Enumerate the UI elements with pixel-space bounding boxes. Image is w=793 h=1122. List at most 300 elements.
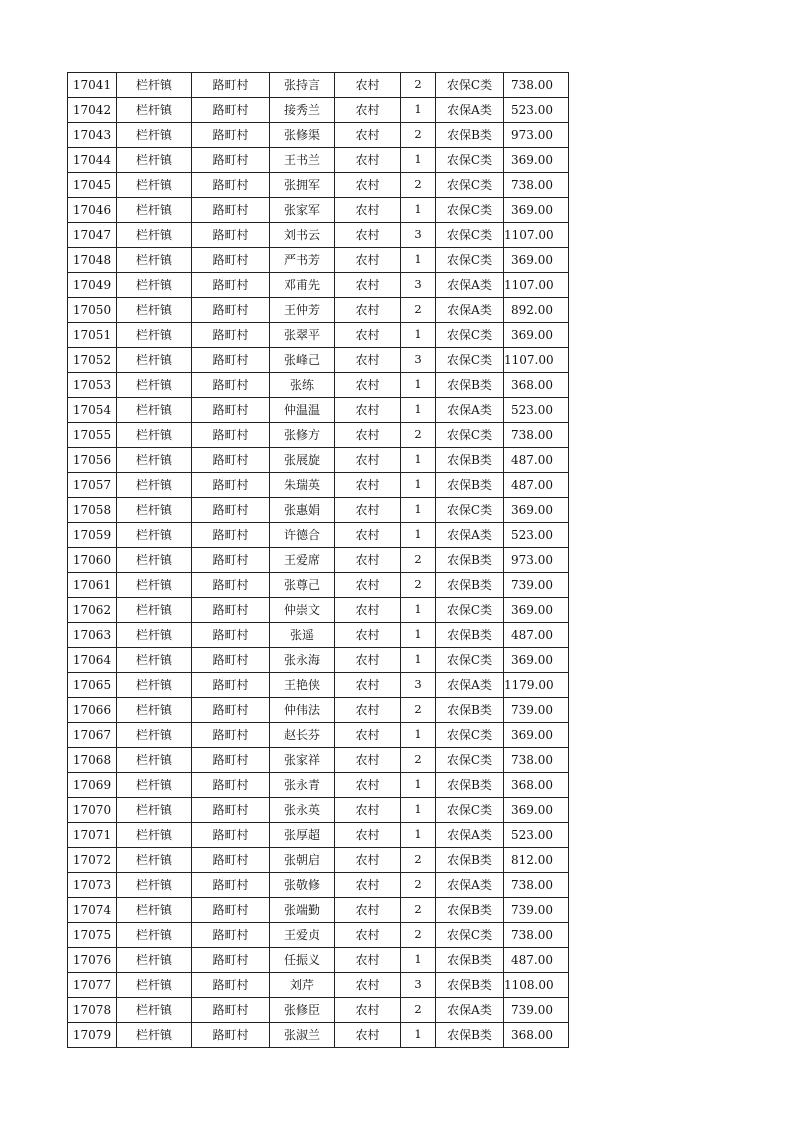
cell-town: 栏杆镇 (117, 873, 192, 898)
table-row (68, 723, 569, 748)
cell-village: 路町村 (192, 173, 270, 198)
cell-person-name: 张峰己 (270, 348, 335, 373)
cell-town: 栏杆镇 (117, 948, 192, 973)
cell-amount: 523.00 (504, 823, 569, 848)
cell-household-type: 农村 (335, 873, 401, 898)
cell-village: 路町村 (192, 923, 270, 948)
cell-amount: 739.00 (504, 698, 569, 723)
table-row (68, 373, 569, 398)
cell-town: 栏杆镇 (117, 673, 192, 698)
table-row (68, 848, 569, 873)
cell-record-id: 17048 (68, 248, 117, 273)
cell-town: 栏杆镇 (117, 123, 192, 148)
cell-amount: 892.00 (504, 298, 569, 323)
cell-village: 路町村 (192, 373, 270, 398)
cell-member-count: 2 (401, 898, 436, 923)
cell-household-type: 农村 (335, 398, 401, 423)
cell-amount: 812.00 (504, 848, 569, 873)
cell-town: 栏杆镇 (117, 373, 192, 398)
table-row (68, 398, 569, 423)
cell-person-name: 赵长芬 (270, 723, 335, 748)
cell-household-type: 农村 (335, 198, 401, 223)
table-row (68, 823, 569, 848)
table-row (68, 148, 569, 173)
cell-insurance-category: 农保C类 (436, 173, 504, 198)
cell-insurance-category: 农保B类 (436, 448, 504, 473)
cell-town: 栏杆镇 (117, 1023, 192, 1048)
records-table (67, 72, 569, 1048)
cell-person-name: 张家军 (270, 198, 335, 223)
cell-village: 路町村 (192, 348, 270, 373)
cell-member-count: 2 (401, 848, 436, 873)
cell-record-id: 17053 (68, 373, 117, 398)
table-row (68, 773, 569, 798)
cell-amount: 369.00 (504, 498, 569, 523)
cell-village: 路町村 (192, 623, 270, 648)
cell-person-name: 张练 (270, 373, 335, 398)
table-row (68, 623, 569, 648)
cell-village: 路町村 (192, 448, 270, 473)
cell-village: 路町村 (192, 273, 270, 298)
cell-village: 路町村 (192, 548, 270, 573)
cell-record-id: 17060 (68, 548, 117, 573)
table-row (68, 448, 569, 473)
cell-insurance-category: 农保C类 (436, 923, 504, 948)
table-row (68, 598, 569, 623)
cell-household-type: 农村 (335, 298, 401, 323)
cell-record-id: 17076 (68, 948, 117, 973)
cell-member-count: 1 (401, 198, 436, 223)
cell-record-id: 17047 (68, 223, 117, 248)
cell-record-id: 17065 (68, 673, 117, 698)
cell-household-type: 农村 (335, 898, 401, 923)
cell-person-name: 张修臣 (270, 998, 335, 1023)
cell-person-name: 张淑兰 (270, 1023, 335, 1048)
cell-town: 栏杆镇 (117, 798, 192, 823)
cell-town: 栏杆镇 (117, 698, 192, 723)
cell-record-id: 17052 (68, 348, 117, 373)
cell-record-id: 17054 (68, 398, 117, 423)
cell-household-type: 农村 (335, 823, 401, 848)
cell-record-id: 17063 (68, 623, 117, 648)
cell-town: 栏杆镇 (117, 973, 192, 998)
table-row (68, 648, 569, 673)
cell-amount: 369.00 (504, 323, 569, 348)
cell-record-id: 17066 (68, 698, 117, 723)
cell-member-count: 2 (401, 923, 436, 948)
cell-member-count: 2 (401, 573, 436, 598)
cell-household-type: 农村 (335, 373, 401, 398)
cell-member-count: 2 (401, 548, 436, 573)
cell-amount: 738.00 (504, 73, 569, 98)
table-row (68, 473, 569, 498)
cell-household-type: 农村 (335, 248, 401, 273)
cell-household-type: 农村 (335, 598, 401, 623)
cell-household-type: 农村 (335, 848, 401, 873)
cell-town: 栏杆镇 (117, 273, 192, 298)
table-row (68, 323, 569, 348)
cell-person-name: 张修方 (270, 423, 335, 448)
records-table-body (68, 73, 569, 1048)
cell-record-id: 17073 (68, 873, 117, 898)
cell-insurance-category: 农保B类 (436, 898, 504, 923)
cell-insurance-category: 农保B类 (436, 573, 504, 598)
cell-insurance-category: 农保C类 (436, 423, 504, 448)
cell-town: 栏杆镇 (117, 223, 192, 248)
cell-person-name: 张修渠 (270, 123, 335, 148)
cell-town: 栏杆镇 (117, 398, 192, 423)
cell-insurance-category: 农保B类 (436, 1023, 504, 1048)
cell-village: 路町村 (192, 223, 270, 248)
cell-record-id: 17045 (68, 173, 117, 198)
cell-member-count: 3 (401, 673, 436, 698)
cell-person-name: 严书芳 (270, 248, 335, 273)
cell-amount: 973.00 (504, 548, 569, 573)
cell-town: 栏杆镇 (117, 73, 192, 98)
cell-person-name: 张尊己 (270, 573, 335, 598)
cell-household-type: 农村 (335, 723, 401, 748)
cell-town: 栏杆镇 (117, 523, 192, 548)
cell-insurance-category: 农保C类 (436, 598, 504, 623)
cell-insurance-category: 农保B类 (436, 548, 504, 573)
cell-record-id: 17055 (68, 423, 117, 448)
cell-household-type: 农村 (335, 473, 401, 498)
cell-village: 路町村 (192, 798, 270, 823)
cell-amount: 487.00 (504, 448, 569, 473)
cell-amount: 739.00 (504, 573, 569, 598)
cell-town: 栏杆镇 (117, 723, 192, 748)
cell-village: 路町村 (192, 398, 270, 423)
table-row (68, 873, 569, 898)
cell-insurance-category: 农保B类 (436, 123, 504, 148)
cell-person-name: 张拥军 (270, 173, 335, 198)
cell-member-count: 1 (401, 523, 436, 548)
cell-person-name: 张惠娟 (270, 498, 335, 523)
cell-household-type: 农村 (335, 748, 401, 773)
table-row (68, 523, 569, 548)
table-row (68, 348, 569, 373)
cell-person-name: 张朝启 (270, 848, 335, 873)
cell-insurance-category: 农保B类 (436, 948, 504, 973)
cell-member-count: 1 (401, 723, 436, 748)
cell-amount: 739.00 (504, 898, 569, 923)
table-row (68, 123, 569, 148)
cell-household-type: 农村 (335, 448, 401, 473)
cell-household-type: 农村 (335, 148, 401, 173)
cell-member-count: 1 (401, 623, 436, 648)
cell-amount: 973.00 (504, 123, 569, 148)
cell-insurance-category: 农保A类 (436, 998, 504, 1023)
cell-town: 栏杆镇 (117, 98, 192, 123)
cell-village: 路町村 (192, 973, 270, 998)
cell-village: 路町村 (192, 123, 270, 148)
cell-town: 栏杆镇 (117, 823, 192, 848)
cell-village: 路町村 (192, 773, 270, 798)
table-row (68, 73, 569, 98)
cell-village: 路町村 (192, 1023, 270, 1048)
table-row (68, 423, 569, 448)
cell-household-type: 农村 (335, 173, 401, 198)
cell-record-id: 17041 (68, 73, 117, 98)
cell-town: 栏杆镇 (117, 848, 192, 873)
cell-insurance-category: 农保C类 (436, 748, 504, 773)
cell-record-id: 17042 (68, 98, 117, 123)
cell-amount: 369.00 (504, 723, 569, 748)
cell-amount: 487.00 (504, 623, 569, 648)
cell-insurance-category: 农保C类 (436, 73, 504, 98)
cell-amount: 369.00 (504, 248, 569, 273)
cell-record-id: 17050 (68, 298, 117, 323)
cell-household-type: 农村 (335, 498, 401, 523)
cell-member-count: 2 (401, 423, 436, 448)
cell-insurance-category: 农保C类 (436, 248, 504, 273)
cell-record-id: 17074 (68, 898, 117, 923)
cell-amount: 1107.00 (504, 273, 569, 298)
table-row (68, 948, 569, 973)
cell-member-count: 1 (401, 473, 436, 498)
cell-village: 路町村 (192, 323, 270, 348)
cell-person-name: 王仲芳 (270, 298, 335, 323)
cell-household-type: 农村 (335, 573, 401, 598)
cell-insurance-category: 农保B类 (436, 773, 504, 798)
table-row (68, 973, 569, 998)
cell-village: 路町村 (192, 848, 270, 873)
cell-village: 路町村 (192, 148, 270, 173)
cell-person-name: 张遥 (270, 623, 335, 648)
cell-person-name: 张持言 (270, 73, 335, 98)
cell-insurance-category: 农保A类 (436, 398, 504, 423)
cell-member-count: 2 (401, 748, 436, 773)
cell-record-id: 17056 (68, 448, 117, 473)
cell-person-name: 张永青 (270, 773, 335, 798)
cell-town: 栏杆镇 (117, 198, 192, 223)
cell-member-count: 1 (401, 398, 436, 423)
cell-person-name: 邓甫先 (270, 273, 335, 298)
cell-household-type: 农村 (335, 698, 401, 723)
cell-household-type: 农村 (335, 1023, 401, 1048)
cell-person-name: 张翠平 (270, 323, 335, 348)
cell-amount: 523.00 (504, 398, 569, 423)
cell-amount: 523.00 (504, 98, 569, 123)
cell-amount: 739.00 (504, 998, 569, 1023)
cell-village: 路町村 (192, 73, 270, 98)
cell-village: 路町村 (192, 948, 270, 973)
cell-person-name: 仲伟法 (270, 698, 335, 723)
table-row (68, 273, 569, 298)
cell-town: 栏杆镇 (117, 923, 192, 948)
cell-person-name: 张展旋 (270, 448, 335, 473)
cell-town: 栏杆镇 (117, 298, 192, 323)
cell-person-name: 仲温温 (270, 398, 335, 423)
cell-household-type: 农村 (335, 623, 401, 648)
cell-village: 路町村 (192, 98, 270, 123)
cell-amount: 1107.00 (504, 348, 569, 373)
cell-household-type: 农村 (335, 73, 401, 98)
table-row (68, 698, 569, 723)
table-row (68, 898, 569, 923)
cell-village: 路町村 (192, 673, 270, 698)
cell-town: 栏杆镇 (117, 323, 192, 348)
cell-town: 栏杆镇 (117, 423, 192, 448)
cell-record-id: 17049 (68, 273, 117, 298)
cell-insurance-category: 农保C类 (436, 198, 504, 223)
cell-village: 路町村 (192, 248, 270, 273)
cell-amount: 738.00 (504, 173, 569, 198)
cell-insurance-category: 农保C类 (436, 648, 504, 673)
cell-amount: 738.00 (504, 423, 569, 448)
cell-person-name: 王艳侠 (270, 673, 335, 698)
cell-village: 路町村 (192, 198, 270, 223)
cell-person-name: 朱瑞英 (270, 473, 335, 498)
cell-village: 路町村 (192, 898, 270, 923)
cell-amount: 369.00 (504, 198, 569, 223)
table-row (68, 1023, 569, 1048)
cell-person-name: 王书兰 (270, 148, 335, 173)
table-row (68, 248, 569, 273)
cell-insurance-category: 农保A类 (436, 298, 504, 323)
cell-member-count: 1 (401, 248, 436, 273)
cell-amount: 368.00 (504, 1023, 569, 1048)
table-row (68, 748, 569, 773)
cell-insurance-category: 农保C类 (436, 223, 504, 248)
cell-member-count: 3 (401, 273, 436, 298)
cell-member-count: 1 (401, 648, 436, 673)
cell-insurance-category: 农保B类 (436, 848, 504, 873)
cell-record-id: 17064 (68, 648, 117, 673)
cell-village: 路町村 (192, 598, 270, 623)
cell-village: 路町村 (192, 423, 270, 448)
cell-record-id: 17062 (68, 598, 117, 623)
cell-member-count: 1 (401, 323, 436, 348)
cell-record-id: 17077 (68, 973, 117, 998)
cell-household-type: 农村 (335, 648, 401, 673)
cell-insurance-category: 农保C类 (436, 798, 504, 823)
cell-household-type: 农村 (335, 948, 401, 973)
cell-member-count: 2 (401, 873, 436, 898)
cell-member-count: 2 (401, 298, 436, 323)
cell-village: 路町村 (192, 648, 270, 673)
cell-town: 栏杆镇 (117, 898, 192, 923)
document-page (67, 72, 569, 1048)
cell-record-id: 17075 (68, 923, 117, 948)
cell-household-type: 农村 (335, 973, 401, 998)
cell-member-count: 1 (401, 598, 436, 623)
cell-member-count: 2 (401, 998, 436, 1023)
cell-member-count: 1 (401, 823, 436, 848)
cell-insurance-category: 农保C类 (436, 498, 504, 523)
cell-insurance-category: 农保B类 (436, 373, 504, 398)
cell-insurance-category: 农保A类 (436, 98, 504, 123)
cell-town: 栏杆镇 (117, 348, 192, 373)
cell-person-name: 张端勤 (270, 898, 335, 923)
cell-village: 路町村 (192, 723, 270, 748)
cell-insurance-category: 农保A类 (436, 823, 504, 848)
cell-amount: 738.00 (504, 873, 569, 898)
cell-village: 路町村 (192, 823, 270, 848)
cell-town: 栏杆镇 (117, 773, 192, 798)
cell-record-id: 17059 (68, 523, 117, 548)
cell-household-type: 农村 (335, 123, 401, 148)
cell-village: 路町村 (192, 298, 270, 323)
cell-person-name: 刘书云 (270, 223, 335, 248)
cell-record-id: 17072 (68, 848, 117, 873)
cell-amount: 487.00 (504, 948, 569, 973)
cell-town: 栏杆镇 (117, 473, 192, 498)
cell-member-count: 2 (401, 698, 436, 723)
cell-person-name: 张敬修 (270, 873, 335, 898)
cell-village: 路町村 (192, 698, 270, 723)
cell-household-type: 农村 (335, 273, 401, 298)
table-row (68, 298, 569, 323)
cell-town: 栏杆镇 (117, 173, 192, 198)
table-row (68, 798, 569, 823)
cell-person-name: 刘芹 (270, 973, 335, 998)
cell-town: 栏杆镇 (117, 148, 192, 173)
cell-insurance-category: 农保A类 (436, 673, 504, 698)
cell-person-name: 任振义 (270, 948, 335, 973)
cell-member-count: 1 (401, 448, 436, 473)
cell-insurance-category: 农保C类 (436, 348, 504, 373)
cell-person-name: 王爱席 (270, 548, 335, 573)
cell-record-id: 17069 (68, 773, 117, 798)
cell-record-id: 17067 (68, 723, 117, 748)
cell-member-count: 1 (401, 498, 436, 523)
cell-town: 栏杆镇 (117, 248, 192, 273)
cell-town: 栏杆镇 (117, 648, 192, 673)
cell-household-type: 农村 (335, 798, 401, 823)
cell-town: 栏杆镇 (117, 748, 192, 773)
cell-amount: 487.00 (504, 473, 569, 498)
cell-household-type: 农村 (335, 223, 401, 248)
cell-record-id: 17070 (68, 798, 117, 823)
cell-person-name: 张永英 (270, 798, 335, 823)
table-row (68, 673, 569, 698)
cell-insurance-category: 农保B类 (436, 623, 504, 648)
cell-household-type: 农村 (335, 348, 401, 373)
cell-village: 路町村 (192, 573, 270, 598)
cell-member-count: 1 (401, 148, 436, 173)
cell-amount: 1108.00 (504, 973, 569, 998)
cell-town: 栏杆镇 (117, 498, 192, 523)
table-row (68, 198, 569, 223)
cell-insurance-category: 农保C类 (436, 148, 504, 173)
cell-insurance-category: 农保B类 (436, 698, 504, 723)
cell-village: 路町村 (192, 523, 270, 548)
cell-person-name: 张永海 (270, 648, 335, 673)
cell-amount: 738.00 (504, 923, 569, 948)
cell-town: 栏杆镇 (117, 998, 192, 1023)
cell-insurance-category: 农保B类 (436, 473, 504, 498)
cell-household-type: 农村 (335, 423, 401, 448)
cell-insurance-category: 农保C类 (436, 723, 504, 748)
cell-amount: 369.00 (504, 648, 569, 673)
cell-member-count: 1 (401, 773, 436, 798)
cell-town: 栏杆镇 (117, 448, 192, 473)
cell-person-name: 张家祥 (270, 748, 335, 773)
table-row (68, 498, 569, 523)
cell-person-name: 许德合 (270, 523, 335, 548)
cell-household-type: 农村 (335, 673, 401, 698)
cell-member-count: 3 (401, 973, 436, 998)
cell-member-count: 3 (401, 348, 436, 373)
cell-member-count: 1 (401, 1023, 436, 1048)
cell-amount: 1107.00 (504, 223, 569, 248)
cell-household-type: 农村 (335, 523, 401, 548)
cell-household-type: 农村 (335, 923, 401, 948)
cell-person-name: 接秀兰 (270, 98, 335, 123)
cell-record-id: 17068 (68, 748, 117, 773)
cell-insurance-category: 农保A类 (436, 273, 504, 298)
